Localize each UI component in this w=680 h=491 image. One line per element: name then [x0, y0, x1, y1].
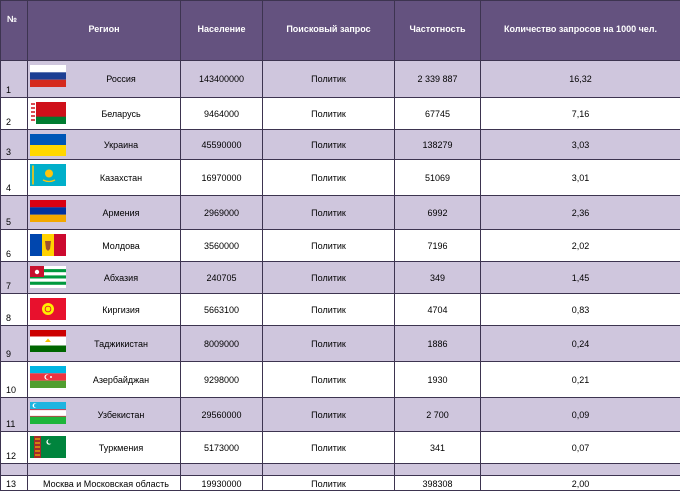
frequency-cell: 6992 — [395, 196, 481, 230]
per1000-cell: 0,83 — [481, 294, 680, 326]
query-cell: Политик — [263, 362, 395, 398]
population-cell: 9298000 — [181, 362, 263, 398]
population-cell: 45590000 — [181, 130, 263, 160]
turkmenistan-flag-icon — [30, 436, 66, 458]
population-cell: 8009000 — [181, 326, 263, 362]
uzbekistan-flag-icon — [30, 402, 66, 424]
region-name: Украина — [62, 140, 180, 150]
per1000-cell: 7,16 — [481, 98, 680, 130]
kyrgyzstan-flag-icon — [30, 298, 66, 320]
per1000-cell: 0,24 — [481, 326, 680, 362]
table-row — [1, 160, 680, 196]
header-num: № — [1, 1, 28, 61]
population-cell: 5173000 — [181, 432, 263, 464]
region-name: Казахстан — [62, 173, 180, 183]
abkhazia-flag-icon — [30, 266, 66, 288]
kazakhstan-flag-icon — [30, 164, 66, 186]
population-cell: 2969000 — [181, 196, 263, 230]
population-cell: 29560000 — [181, 398, 263, 432]
per1000-cell: 0,21 — [481, 362, 680, 398]
region-name: Беларусь — [62, 109, 180, 119]
query-cell: Политик — [263, 130, 395, 160]
region-name: Таджикистан — [62, 339, 180, 349]
region-cell — [28, 61, 181, 98]
armenia-flag-icon — [30, 200, 66, 222]
per1000-cell: 1,45 — [481, 262, 680, 294]
per1000-cell — [481, 464, 680, 476]
region-name: Узбекистан — [62, 410, 180, 420]
region-name: Азербайджан — [62, 375, 180, 385]
table-row — [1, 464, 680, 476]
region-name: Молдова — [62, 241, 180, 251]
population-cell: 143400000 — [181, 61, 263, 98]
population-cell: 9464000 — [181, 98, 263, 130]
query-cell: Политик — [263, 476, 395, 491]
query-cell: Политик — [263, 61, 395, 98]
row-number: 5 — [1, 196, 28, 230]
region-name: Абхазия — [62, 273, 180, 283]
population-cell: 16970000 — [181, 160, 263, 196]
tajikistan-flag-icon — [30, 330, 66, 352]
query-cell: Политик — [263, 398, 395, 432]
moldova-flag-icon — [30, 234, 66, 256]
query-cell: Политик — [263, 160, 395, 196]
azerbaijan-flag-icon — [30, 366, 66, 388]
query-cell: Политик — [263, 196, 395, 230]
header-frequency: Частотность — [395, 1, 481, 61]
frequency-cell: 349 — [395, 262, 481, 294]
frequency-cell: 341 — [395, 432, 481, 464]
per1000-cell: 3,03 — [481, 130, 680, 160]
frequency-cell: 2 700 — [395, 398, 481, 432]
region-cell — [28, 362, 181, 398]
population-cell: 240705 — [181, 262, 263, 294]
table-row — [1, 98, 680, 130]
frequency-cell: 1930 — [395, 362, 481, 398]
population-cell: 5663100 — [181, 294, 263, 326]
row-number: 2 — [1, 98, 28, 130]
region-cell — [28, 476, 181, 491]
row-number: 4 — [1, 160, 28, 196]
region-name: Туркмения — [62, 443, 180, 453]
row-number: 3 — [1, 130, 28, 160]
table-row — [1, 61, 680, 98]
region-cell — [28, 326, 181, 362]
table-row — [1, 362, 680, 398]
row-number: 1 — [1, 61, 28, 98]
row-number: 11 — [1, 398, 28, 432]
region-cell — [28, 432, 181, 464]
query-cell — [263, 464, 395, 476]
frequency-cell: 1886 — [395, 326, 481, 362]
frequency-cell: 4704 — [395, 294, 481, 326]
query-cell: Политик — [263, 326, 395, 362]
region-cell — [28, 398, 181, 432]
per1000-cell: 16,32 — [481, 61, 680, 98]
row-number — [1, 464, 28, 476]
table-row — [1, 326, 680, 362]
frequency-cell: 51069 — [395, 160, 481, 196]
per1000-cell: 0,07 — [481, 432, 680, 464]
table-row — [1, 196, 680, 230]
table-row — [1, 294, 680, 326]
population-cell: 19930000 — [181, 476, 263, 491]
region-cell — [28, 130, 181, 160]
region-cell — [28, 230, 181, 262]
query-cell: Политик — [263, 262, 395, 294]
region-name: Армения — [62, 208, 180, 218]
row-number: 12 — [1, 432, 28, 464]
russia-flag-icon — [30, 65, 66, 87]
region-name: Москва и Московская область — [28, 479, 180, 489]
row-number: 8 — [1, 294, 28, 326]
table-row — [1, 130, 680, 160]
per1000-cell: 2,36 — [481, 196, 680, 230]
per1000-cell: 2,00 — [481, 476, 680, 491]
region-cell — [28, 196, 181, 230]
region-cell — [28, 160, 181, 196]
region-cell — [28, 294, 181, 326]
row-number: 9 — [1, 326, 28, 362]
region-cell — [28, 262, 181, 294]
row-number: 10 — [1, 362, 28, 398]
region-cell — [28, 98, 181, 130]
population-cell — [181, 464, 263, 476]
table-row — [1, 398, 680, 432]
table-row — [1, 262, 680, 294]
frequency-cell: 67745 — [395, 98, 481, 130]
ukraine-flag-icon — [30, 134, 66, 156]
frequency-cell: 138279 — [395, 130, 481, 160]
per1000-cell: 3,01 — [481, 160, 680, 196]
row-number: 6 — [1, 230, 28, 262]
belarus-flag-icon — [30, 102, 66, 124]
frequency-cell — [395, 464, 481, 476]
per1000-cell: 2,02 — [481, 230, 680, 262]
region-name: Киргизия — [62, 305, 180, 315]
query-cell: Политик — [263, 432, 395, 464]
table-row — [1, 476, 680, 491]
region-name: Россия — [62, 74, 180, 84]
query-cell: Политик — [263, 98, 395, 130]
region-cell — [28, 464, 181, 476]
header-row — [1, 1, 680, 61]
frequency-cell: 398308 — [395, 476, 481, 491]
table-row — [1, 432, 680, 464]
row-number: 13 — [1, 476, 28, 491]
frequency-cell: 7196 — [395, 230, 481, 262]
query-cell: Политик — [263, 230, 395, 262]
per1000-cell: 0,09 — [481, 398, 680, 432]
header-per1000: Количество запросов на 1000 чел. — [481, 1, 680, 61]
table-row — [1, 230, 680, 262]
header-population: Население — [181, 1, 263, 61]
row-number: 7 — [1, 262, 28, 294]
header-query: Поисковый запрос — [263, 1, 395, 61]
query-cell: Политик — [263, 294, 395, 326]
population-cell: 3560000 — [181, 230, 263, 262]
frequency-cell: 2 339 887 — [395, 61, 481, 98]
header-region: Регион — [28, 1, 181, 61]
